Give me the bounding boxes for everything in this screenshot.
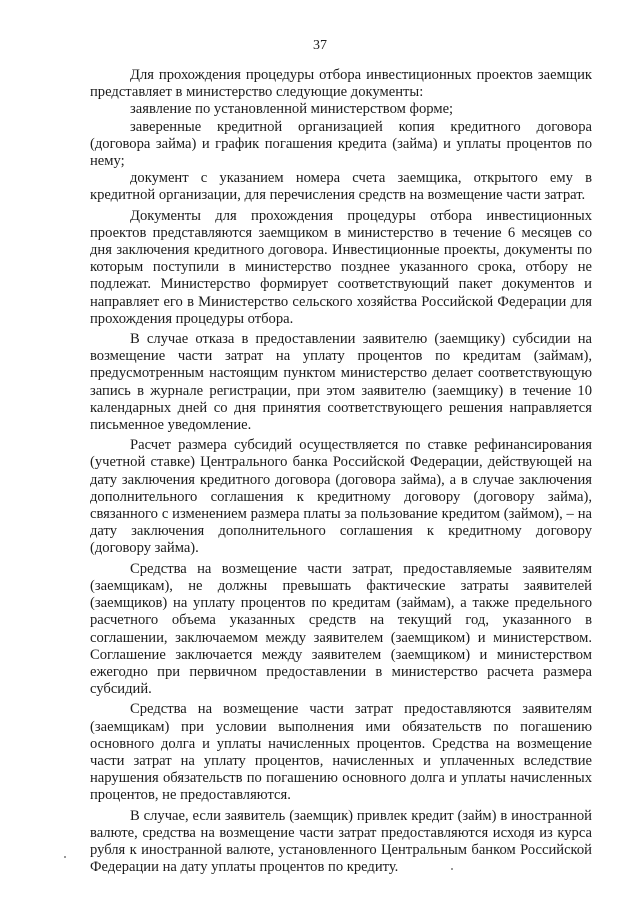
paragraph-account-document: документ с указанием номера счета заемщика, открытого ему в кредитной организации, для перечисления средств на возмещение части затрат. — [90, 170, 592, 204]
paragraph-credit-agreement-copy: заверенные кредитной организацией копия кредитного договора (договора займа) и график погашения кредита (займа) и уплаты процентов по нему; — [90, 118, 592, 170]
paragraph-intro: Для прохождения процедуры отбора инвестиционных проектов заемщик представляет в министерство следующие документы: — [90, 67, 592, 101]
paragraph-payment-conditions: Средства на возмещение части затрат предоставляются заявителям (заемщикам) при условии выполнения ими обязательств по погашению основного долга и уплаты начисленных процентов. Средства на возмещение части затрат на уплату процентов, начисленных и уплаченных вследствие нарушения обязательств по погашению основного долга и уплаты начисленных процентов, не предоставляются. — [90, 701, 592, 804]
scan-speck — [64, 856, 66, 858]
paragraph-subsidy-calculation: Расчет размера субсидий осуществляется по ставке рефинансирования (учетной ставке) Центрального банка Российской Федерации, действующей на дату заключения кредитного договора (договора займа), а в случае заключения дополнительного соглашения к кредитному договору (договору займа), связанного с изменением размера платы за пользование кредитом (займом), – на дату заключения дополнительного соглашения к кредитному договору (договору займа). — [90, 437, 592, 557]
paragraph-expense-limits: Средства на возмещение части затрат, предоставляемые заявителям (заемщикам), не должны превышать фактические затраты заявителей (заемщиков) на уплату процентов по кредитам (займам), а также предельного расчетного объема указанных средств на текущий год, указанного в соглашении, заключаемом между заявителем (заемщиком) и министерством. Соглашение заключается между заявителем (заемщиком) и министерством ежегодно при первичном предоставлении в министерство расчета размера субсидий. — [90, 560, 592, 698]
paragraph-application-form: заявление по установленной министерством форме; — [130, 101, 454, 118]
paragraph-refusal-notice: В случае отказа в предоставлении заявителю (заемщику) субсидии на возмещение части затрат на уплату процентов по кредитам (займам), предусмотренным настоящим пунктом министерство делает соответствующую запись в журнале регистрации, при этом заявителю (заемщику) в течение 10 календарных дней со дня принятия соответствующего решения направляется письменное уведомление. — [90, 331, 592, 434]
page-number: 37 — [313, 38, 327, 53]
scan-speck — [451, 868, 453, 870]
paragraph-foreign-currency: В случае, если заявитель (заемщик) привлек кредит (займ) в иностранной валюте, средства на возмещение части затрат предоставляются исходя из курса рубля к иностранной валюте, установленного Центральным банком Российской Федерации на дату уплаты процентов по кредиту. — [90, 807, 592, 876]
document-body — [90, 67, 592, 876]
paragraph-submission-deadline: Документы для прохождения процедуры отбора инвестиционных проектов представляются заемщиком в министерство в течение 6 месяцев со дня заключения кредитного договора. Инвестиционные проекты, документы по которым поступили в министерство позднее указанного срока, отбору не подлежат. Министерство формирует соответствующий пакет документов и направляет его в Министерство сельского хозяйства Российской Федерации для прохождения процедуры отбора. — [90, 207, 592, 327]
